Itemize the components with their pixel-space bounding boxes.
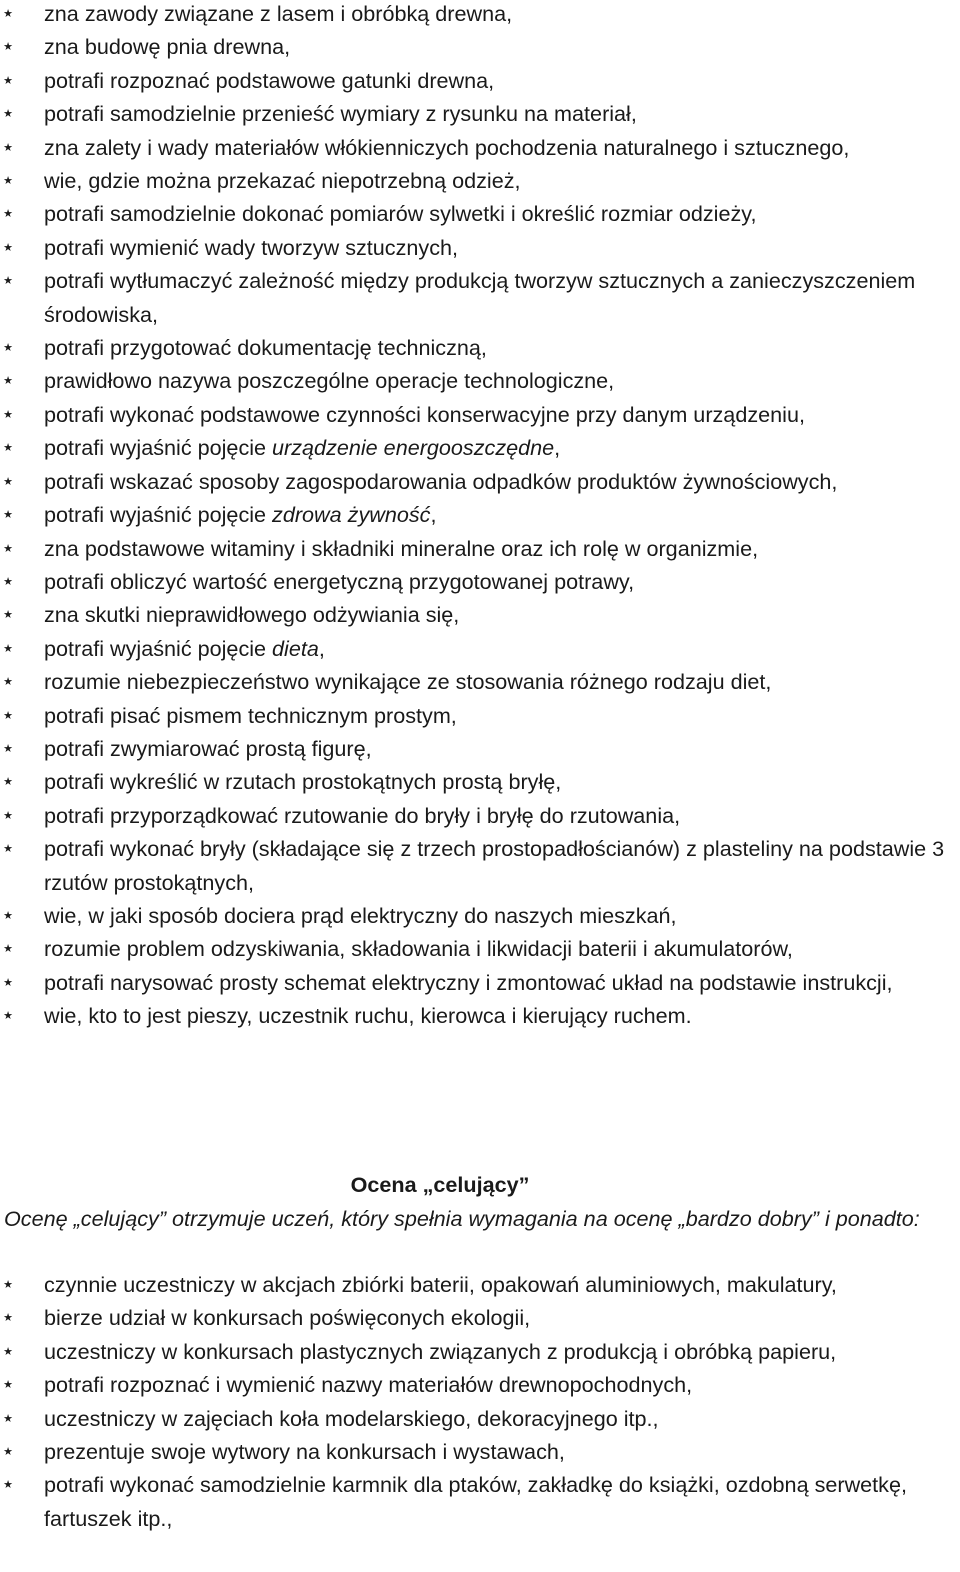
- list-item: [0, 832, 960, 899]
- star-bullet-icon: ★: [3, 1345, 13, 1358]
- list-item-text: potrafi wykonać samodzielnie karmnik dla ptaków, zakładkę do książki, ozdobną serwetkę, fartuszek itp.,: [44, 1472, 907, 1531]
- star-bullet-icon: ★: [3, 976, 13, 989]
- list-item: [0, 1468, 960, 1535]
- list-item-text: potrafi narysować prosty schemat elektryczny i zmontować układ na podstawie instrukcji,: [44, 969, 893, 995]
- list-item-text: potrafi wykreślić w rzutach prostokątnych prostą bryłę,: [44, 769, 562, 795]
- list-item-text: rozumie problem odzyskiwania, składowania i likwidacji baterii i akumulatorów,: [44, 936, 793, 962]
- list-item: [0, 598, 960, 631]
- list-item: [0, 164, 960, 197]
- list-item: [0, 1335, 960, 1368]
- list-item-term: dieta: [272, 635, 319, 661]
- list-item-punctuation: ,: [430, 502, 437, 528]
- star-bullet-icon: ★: [3, 809, 13, 822]
- list-item: [0, 799, 960, 832]
- list-item: [0, 1301, 960, 1334]
- star-bullet-icon: ★: [3, 208, 13, 221]
- star-bullet-icon: ★: [3, 442, 13, 455]
- list-item-text: potrafi rozpoznać podstawowe gatunki drewna,: [44, 67, 495, 93]
- list-item: [0, 131, 960, 164]
- list-item: [0, 331, 960, 364]
- list-item: [0, 30, 960, 63]
- star-bullet-icon: ★: [3, 1312, 13, 1325]
- list-item: [0, 364, 960, 397]
- list-item-text: wie, kto to jest pieszy, uczestnik ruchu, kierowca i kierujący ruchem.: [44, 1003, 692, 1029]
- list-item-text: zna zalety i wady materiałów włókienniczych pochodzenia naturalnego i sztucznego,: [44, 134, 850, 160]
- star-bullet-icon: ★: [3, 1412, 13, 1425]
- star-bullet-icon: ★: [3, 1279, 13, 1291]
- star-bullet-icon: ★: [3, 241, 13, 254]
- list-item-text: uczestniczy w konkursach plastycznych związanych z produkcją i obróbką papieru,: [44, 1338, 837, 1364]
- list-item-text: potrafi samodzielnie przenieść wymiary z rysunku na materiał,: [44, 101, 637, 127]
- star-bullet-icon: ★: [3, 676, 13, 689]
- star-bullet-icon: ★: [3, 175, 13, 188]
- star-bullet-icon: ★: [3, 342, 13, 355]
- list-item: [0, 231, 960, 264]
- list-item: [0, 999, 960, 1032]
- section-intro: Ocenę „celujący” otrzymuje uczeń, który spełnia wymagania na ocenę „bardzo dobry” i ponadto:: [4, 1206, 920, 1231]
- list-item: [0, 732, 960, 765]
- star-bullet-icon: ★: [3, 509, 13, 522]
- list-item-text: rozumie niebezpieczeństwo wynikające ze stosowania różnego rodzaju diet,: [44, 669, 772, 695]
- list-item-punctuation: ,: [318, 635, 325, 661]
- star-bullet-icon: ★: [3, 74, 13, 87]
- list-item: [0, 264, 960, 331]
- list-item: [0, 1402, 960, 1435]
- star-bullet-icon: ★: [3, 408, 13, 421]
- list-item-text: zna skutki nieprawidłowego odżywiania się,: [44, 602, 460, 628]
- list-item: [0, 197, 960, 230]
- list-item-text: potrafi zwymiarować prostą figurę,: [44, 735, 372, 761]
- list-item-text: wie, w jaki sposób dociera prąd elektryczny do naszych mieszkań,: [44, 902, 677, 928]
- list-item-term: zdrowa żywność: [272, 502, 431, 528]
- list-item-term: urządzenie energooszczędne: [272, 435, 555, 461]
- star-bullet-icon: ★: [3, 141, 13, 154]
- list-item: [0, 632, 960, 665]
- star-bullet-icon: ★: [3, 609, 13, 622]
- list-item-text: potrafi obliczyć wartość energetyczną przygotowanej potrawy,: [44, 568, 635, 594]
- list-item-text: potrafi rozpoznać i wymienić nazwy materiałów drewnopochodnych,: [44, 1372, 693, 1398]
- star-bullet-icon: ★: [3, 575, 13, 588]
- star-bullet-icon: ★: [3, 843, 13, 856]
- list-item-text: potrafi wytłumaczyć zależność między produkcją tworzyw sztucznych a zanieczyszczeniem środowiska,: [44, 268, 916, 327]
- list-item-text: potrafi samodzielnie dokonać pomiarów sylwetki i określić rozmiar odzieży,: [44, 201, 757, 227]
- list-item: [0, 765, 960, 798]
- star-bullet-icon: ★: [3, 1479, 13, 1492]
- list-item-text: wie, gdzie można przekazać niepotrzebną odzież,: [44, 168, 521, 194]
- star-bullet-icon: ★: [3, 375, 13, 388]
- list-item-punctuation: ,: [554, 435, 561, 461]
- list-item-text: bierze udział w konkursach poświęconych ekologii,: [44, 1305, 531, 1331]
- list-item: [0, 431, 960, 464]
- list-item-text: potrafi przyporządkować rzutowanie do bryły i bryłę do rzutowania,: [44, 802, 681, 828]
- star-bullet-icon: ★: [3, 275, 13, 288]
- list-item: [0, 97, 960, 130]
- star-bullet-icon: ★: [3, 742, 13, 755]
- star-bullet-icon: ★: [3, 542, 13, 555]
- list-item-text: potrafi wymienić wady tworzyw sztucznych,: [44, 234, 459, 260]
- list-item: [0, 532, 960, 565]
- star-bullet-icon: ★: [3, 1379, 13, 1392]
- section-heading: Ocena „celujący”: [350, 1172, 530, 1197]
- list-item: [0, 64, 960, 97]
- list-item-text: potrafi wykonać bryły (składające się z trzech prostopadłościanów) z plasteliny na podstawie 3 rzutów prostokątnych,: [44, 836, 945, 895]
- list-item: [0, 1435, 960, 1468]
- star-bullet-icon: ★: [3, 1446, 13, 1459]
- list-item-text: potrafi wskazać sposoby zagospodarowania odpadków produktów żywnościowych,: [44, 468, 838, 494]
- list-item: [0, 932, 960, 965]
- list-item-text: zna podstawowe witaminy i składniki mineralne oraz ich rolę w organizmie,: [44, 535, 759, 561]
- list-item-text: uczestniczy w zajęciach koła modelarskiego, dekoracyjnego itp.,: [44, 1405, 659, 1431]
- star-bullet-icon: ★: [3, 8, 13, 20]
- star-bullet-icon: ★: [3, 709, 13, 722]
- list-item-text: potrafi wyjaśnić pojęcie: [44, 435, 273, 461]
- list-item: [0, 498, 960, 531]
- list-item: [0, 1368, 960, 1401]
- list-item-text: czynnie uczestniczy w akcjach zbiórki baterii, opakowań aluminiowych, makulatury,: [44, 1272, 837, 1297]
- star-bullet-icon: ★: [3, 1010, 13, 1023]
- list-item-text: prezentuje swoje wytwory na konkursach i wystawach,: [44, 1439, 565, 1465]
- list-item: [0, 565, 960, 598]
- list-item: [0, 899, 960, 932]
- list-item: [0, 465, 960, 498]
- celujacy-requirements-list: [0, 1268, 960, 1535]
- list-item: [0, 398, 960, 431]
- star-bullet-icon: ★: [3, 108, 13, 121]
- star-bullet-icon: ★: [3, 909, 13, 922]
- list-item: [0, 0, 960, 30]
- list-item-text: potrafi wykonać podstawowe czynności konserwacyjne przy danym urządzeniu,: [44, 401, 805, 427]
- star-bullet-icon: ★: [3, 642, 13, 655]
- list-item: [0, 699, 960, 732]
- list-item-text: prawidłowo nazywa poszczególne operacje technologiczne,: [44, 368, 615, 394]
- list-item-text: zna zawody związane z lasem i obróbką drewna,: [44, 1, 513, 26]
- star-bullet-icon: ★: [3, 943, 13, 956]
- list-item: [0, 966, 960, 999]
- list-item-text: potrafi wyjaśnić pojęcie: [44, 635, 273, 661]
- list-item-text: potrafi pisać pismem technicznym prostym,: [44, 702, 457, 728]
- star-bullet-icon: ★: [3, 475, 13, 488]
- star-bullet-icon: ★: [3, 776, 13, 789]
- list-item: [0, 1268, 960, 1301]
- list-item-text: potrafi przygotować dokumentację techniczną,: [44, 335, 487, 361]
- list-item-text: potrafi wyjaśnić pojęcie: [44, 502, 273, 528]
- list-item: [0, 665, 960, 698]
- list-item-text: zna budowę pnia drewna,: [44, 34, 291, 60]
- star-bullet-icon: ★: [3, 41, 13, 54]
